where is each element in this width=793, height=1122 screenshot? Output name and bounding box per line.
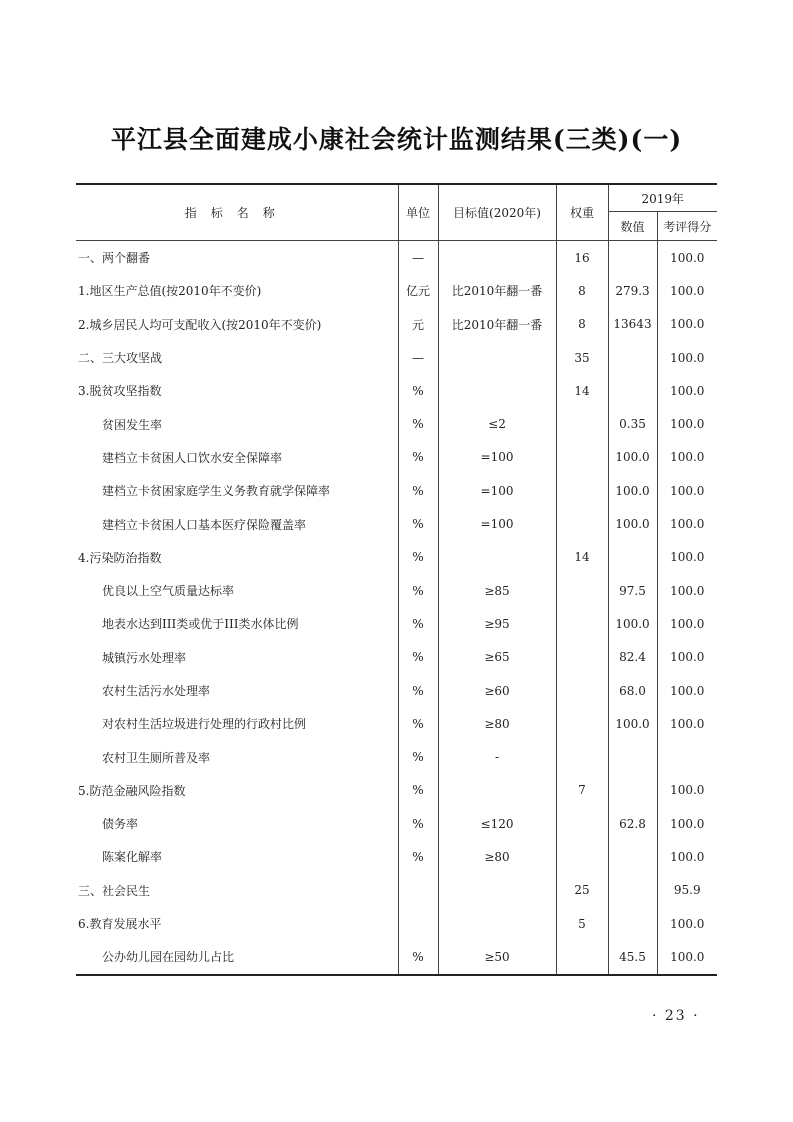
weight-cell: 35 xyxy=(556,341,608,374)
weight-cell: 14 xyxy=(556,374,608,407)
target-cell: ≥85 xyxy=(438,574,556,607)
unit-cell: % xyxy=(398,441,438,474)
header-value: 数值 xyxy=(608,212,657,241)
weight-cell xyxy=(556,641,608,674)
target-cell: ≤2 xyxy=(438,407,556,440)
indicator-name: 5.防范金融风险指数 xyxy=(76,774,398,807)
unit-cell: % xyxy=(398,607,438,640)
weight-cell xyxy=(556,407,608,440)
target-cell: ≥80 xyxy=(438,840,556,873)
indicator-name: 建档立卡贫困家庭学生义务教育就学保障率 xyxy=(76,474,398,507)
table-row xyxy=(76,907,717,940)
score-cell: 100.0 xyxy=(670,616,705,631)
unit-cell: 亿元 xyxy=(398,274,438,307)
target-cell: ≤120 xyxy=(438,807,556,840)
unit-cell: % xyxy=(398,574,438,607)
indicator-name: 对农村生活垃圾进行处理的行政村比例 xyxy=(76,707,398,740)
unit-cell: — xyxy=(398,341,438,374)
score-cell: 100.0 xyxy=(670,450,705,465)
table-row xyxy=(76,241,717,275)
indicator-name: 城镇污水处理率 xyxy=(76,641,398,674)
target-cell: 比2010年翻一番 xyxy=(438,308,556,341)
unit-cell: % xyxy=(398,641,438,674)
header-score: 考评得分 xyxy=(657,212,717,241)
unit-cell: — xyxy=(398,241,438,275)
score-cell: 100.0 xyxy=(670,550,705,565)
target-cell: =100 xyxy=(438,474,556,507)
value-cell: 97.5 xyxy=(608,574,657,607)
unit-cell: % xyxy=(398,774,438,807)
table-row xyxy=(76,874,717,907)
indicator-name: 陈案化解率 xyxy=(76,840,398,873)
unit-cell: % xyxy=(398,407,438,440)
header-unit: 单位 xyxy=(398,184,438,241)
score-cell: 100.0 xyxy=(670,483,705,498)
header-year: 2019年 xyxy=(608,184,717,212)
table-row xyxy=(76,574,717,607)
value-cell xyxy=(608,840,657,873)
page-title: 平江县全面建成小康社会统计监测结果(三类)(一) xyxy=(110,125,683,154)
score-cell: 100.0 xyxy=(670,350,705,365)
value-cell: 100.0 xyxy=(608,507,657,540)
target-cell: 比2010年翻一番 xyxy=(438,274,556,307)
table-row xyxy=(76,607,717,640)
table-row xyxy=(76,940,717,974)
indicator-name: 贫困发生率 xyxy=(76,407,398,440)
weight-cell: 16 xyxy=(556,241,608,275)
weight-cell xyxy=(556,740,608,773)
weight-cell: 14 xyxy=(556,541,608,574)
unit-cell: % xyxy=(398,374,438,407)
score-cell: 100.0 xyxy=(670,383,705,398)
table-row xyxy=(76,674,717,707)
target-cell: =100 xyxy=(438,441,556,474)
target-cell: ≥65 xyxy=(438,641,556,674)
score-cell: 100.0 xyxy=(657,940,717,974)
score-cell: 100.0 xyxy=(670,716,705,731)
value-cell: 68.0 xyxy=(608,674,657,707)
value-cell xyxy=(608,374,657,407)
target-cell: ≥95 xyxy=(438,607,556,640)
weight-cell: 25 xyxy=(556,874,608,907)
score-cell: 100.0 xyxy=(670,417,705,432)
indicator-name: 农村生活污水处理率 xyxy=(76,674,398,707)
value-cell: 100.0 xyxy=(608,474,657,507)
unit-cell xyxy=(398,874,438,907)
value-cell: 82.4 xyxy=(608,641,657,674)
weight-cell: 5 xyxy=(556,907,608,940)
weight-cell xyxy=(556,940,608,974)
target-cell: =100 xyxy=(438,507,556,540)
table-row xyxy=(76,641,717,674)
target-cell xyxy=(438,874,556,907)
unit-cell: % xyxy=(398,507,438,540)
score-cell: 100.0 xyxy=(670,683,705,698)
weight-cell xyxy=(556,674,608,707)
table-row xyxy=(76,308,717,341)
indicator-name: 1.地区生产总值(按2010年不变价) xyxy=(76,274,398,307)
table-row xyxy=(76,374,717,407)
table-row xyxy=(76,407,717,440)
score-cell: 100.0 xyxy=(670,849,705,864)
value-cell: 13643 xyxy=(608,308,657,341)
page-number: · 23 · xyxy=(652,1008,700,1024)
table-row xyxy=(76,274,717,307)
table-row xyxy=(76,707,717,740)
score-cell: 100.0 xyxy=(670,517,705,532)
indicator-name: 地表水达到III类或优于III类水体比例 xyxy=(76,607,398,640)
indicator-name: 2.城乡居民人均可支配收入(按2010年不变价) xyxy=(76,308,398,341)
unit-cell: 元 xyxy=(398,308,438,341)
table-row xyxy=(76,474,717,507)
indicator-name: 4.污染防治指数 xyxy=(76,541,398,574)
score-cell: 100.0 xyxy=(670,283,705,298)
value-cell: 100.0 xyxy=(608,707,657,740)
unit-cell xyxy=(398,907,438,940)
value-cell: 45.5 xyxy=(608,940,657,974)
score-cell: 100.0 xyxy=(670,317,705,332)
unit-cell: % xyxy=(398,474,438,507)
indicator-name: 公办幼儿园在园幼儿占比 xyxy=(76,940,398,974)
unit-cell: % xyxy=(398,740,438,773)
header-name: 指标名称 xyxy=(76,184,398,241)
score-cell: 95.9 xyxy=(673,883,701,898)
value-cell xyxy=(608,774,657,807)
indicator-name: 一、两个翻番 xyxy=(76,241,398,275)
weight-cell xyxy=(556,807,608,840)
weight-cell: 7 xyxy=(556,774,608,807)
target-cell: ≥80 xyxy=(438,707,556,740)
target-cell xyxy=(438,241,556,275)
score-cell: 100.0 xyxy=(670,916,705,931)
value-cell: 279.3 xyxy=(608,274,657,307)
table-row xyxy=(76,774,717,807)
indicator-name: 6.教育发展水平 xyxy=(76,907,398,940)
unit-cell: % xyxy=(398,541,438,574)
table-row xyxy=(76,341,717,374)
weight-cell: 8 xyxy=(556,274,608,307)
table-row xyxy=(76,807,717,840)
indicator-name: 优良以上空气质量达标率 xyxy=(76,574,398,607)
value-cell xyxy=(608,907,657,940)
unit-cell: % xyxy=(398,674,438,707)
table-row xyxy=(76,740,717,773)
score-cell: 100.0 xyxy=(670,816,705,831)
value-cell xyxy=(608,341,657,374)
unit-cell: % xyxy=(398,807,438,840)
target-cell xyxy=(438,541,556,574)
target-cell: ≥50 xyxy=(438,940,556,974)
weight-cell xyxy=(556,707,608,740)
unit-cell: % xyxy=(398,707,438,740)
table-row xyxy=(76,840,717,873)
target-cell: - xyxy=(438,740,556,773)
weight-cell xyxy=(556,441,608,474)
value-cell xyxy=(608,241,657,275)
value-cell xyxy=(608,541,657,574)
target-cell xyxy=(438,774,556,807)
table-row xyxy=(76,507,717,540)
unit-cell: % xyxy=(398,840,438,873)
header-weight: 权重 xyxy=(556,184,608,241)
target-cell xyxy=(438,907,556,940)
score-cell: 100.0 xyxy=(670,250,705,265)
weight-cell xyxy=(556,574,608,607)
target-cell: ≥60 xyxy=(438,674,556,707)
weight-cell xyxy=(556,507,608,540)
value-cell xyxy=(608,740,657,773)
indicator-name: 二、三大攻坚战 xyxy=(76,341,398,374)
score-cell: 100.0 xyxy=(670,650,705,665)
value-cell xyxy=(608,874,657,907)
target-cell xyxy=(438,341,556,374)
weight-cell xyxy=(556,607,608,640)
score-cell: 100.0 xyxy=(670,583,705,598)
weight-cell: 8 xyxy=(556,308,608,341)
table-row xyxy=(76,441,717,474)
value-cell: 100.0 xyxy=(608,441,657,474)
table-row xyxy=(76,541,717,574)
target-cell xyxy=(438,374,556,407)
value-cell: 100.0 xyxy=(608,607,657,640)
indicator-name: 农村卫生厕所普及率 xyxy=(76,740,398,773)
indicator-name: 三、社会民生 xyxy=(76,874,398,907)
indicator-name: 3.脱贫攻坚指数 xyxy=(76,374,398,407)
weight-cell xyxy=(556,474,608,507)
score-cell xyxy=(657,740,717,773)
indicator-name: 债务率 xyxy=(76,807,398,840)
score-cell: 100.0 xyxy=(670,783,705,798)
indicator-name: 建档立卡贫困人口基本医疗保险覆盖率 xyxy=(76,507,398,540)
unit-cell: % xyxy=(398,940,438,974)
weight-cell xyxy=(556,840,608,873)
value-cell: 0.35 xyxy=(608,407,657,440)
value-cell: 62.8 xyxy=(608,807,657,840)
indicator-name: 建档立卡贫困人口饮水安全保障率 xyxy=(76,441,398,474)
statistics-table xyxy=(76,183,717,976)
header-target: 目标值(2020年) xyxy=(438,184,556,241)
